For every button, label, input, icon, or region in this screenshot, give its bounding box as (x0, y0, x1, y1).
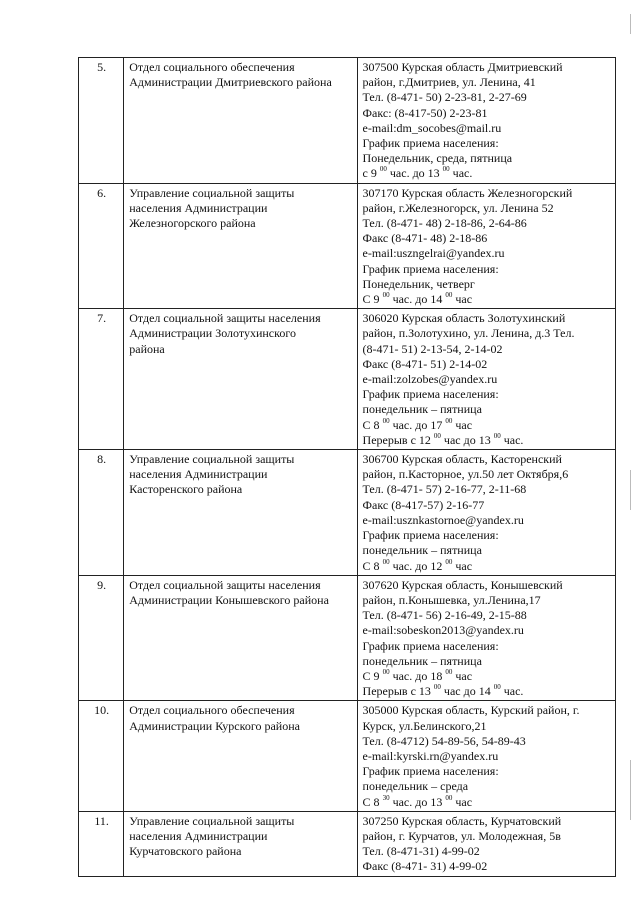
contact-line (363, 246, 611, 261)
contact-text: район, п.Касторное, ул.50 лет Октября,6 (362, 467, 569, 482)
contact-line (363, 342, 611, 357)
row-number: 5. (79, 58, 124, 184)
organization-name-line: Курчатовского района (129, 844, 242, 859)
contact-text: Понедельник, четверг (362, 276, 475, 291)
contact-text: час до 14 (440, 684, 494, 699)
table-row (79, 450, 616, 576)
contact-text: Тел. (8-471- 48) 2-18-86, 2-64-86 (362, 216, 527, 231)
contact-text: График приема населения: (362, 387, 499, 402)
organization-name-line: населения Администрации (129, 467, 268, 482)
contact-line (363, 844, 611, 859)
organization-name-line: Управление социальной защиты (129, 452, 295, 467)
contact-text: e-mail:uszngelrai@yandex.ru (362, 246, 505, 261)
social-protection-offices-table (78, 57, 616, 877)
time-minutes: 00 (379, 165, 387, 174)
scan-edge-mark (630, 14, 631, 34)
organization-name-line: Касторенского района (129, 482, 243, 497)
contact-line (363, 513, 611, 528)
contact-text: район, п.Конышевка, ул.Ленина,17 (362, 592, 541, 607)
table-body (79, 58, 616, 877)
organization-name-line: Администрации Курского района (129, 718, 300, 733)
contact-line (363, 543, 611, 558)
contact-details (357, 701, 615, 811)
row-number: 7. (79, 309, 124, 450)
contact-text: Тел. (8-4712) 54-89-56, 54-89-43 (362, 733, 526, 748)
time-minutes: 00 (442, 165, 450, 174)
contact-text: Перерыв с 13 (362, 684, 434, 699)
contact-line (363, 482, 611, 497)
contact-text: Курск, ул.Белинского,21 (362, 718, 487, 733)
contact-text: Факс (8-471- 51) 2-14-02 (362, 356, 488, 371)
contact-line (363, 795, 611, 810)
contact-text: понедельник – пятница (362, 543, 482, 558)
contact-text: час. (500, 684, 524, 699)
contact-line (363, 623, 611, 638)
organization-name (124, 58, 357, 184)
organization-name (124, 701, 357, 811)
contact-details (357, 450, 615, 576)
contact-line (363, 136, 611, 151)
contact-line (363, 60, 611, 75)
contact-text: Факс: (8-417-50) 2-23-81 (362, 105, 488, 120)
contact-text: 306020 Курская область Золотухинский (362, 311, 566, 326)
contact-line (363, 277, 611, 292)
table-row (79, 575, 616, 701)
contact-text: Тел. (8-471-31) 4-99-02 (362, 844, 480, 859)
organization-name-line: населения Администрации (129, 828, 268, 843)
contact-line (363, 186, 611, 201)
contact-line (363, 201, 611, 216)
organization-name-line: района (129, 341, 165, 356)
time-minutes: 00 (445, 557, 453, 566)
contact-details (357, 183, 615, 309)
contact-text: час (452, 292, 473, 307)
contact-line (363, 151, 611, 166)
contact-text: понедельник – среда (362, 779, 469, 794)
organization-name-line: Отдел социального обеспечения (129, 60, 295, 74)
contact-line (363, 262, 611, 277)
contact-text: час. до 17 (389, 417, 446, 432)
contact-line (363, 593, 611, 608)
contact-details (357, 575, 615, 701)
contact-text: час. (500, 432, 524, 447)
contact-line (363, 669, 611, 684)
organization-name (124, 309, 357, 450)
row-number: 10. (79, 701, 124, 811)
contact-line (363, 829, 611, 844)
contact-text: Факс (8-471- 48) 2-18-86 (362, 231, 488, 246)
contact-text: час. до 18 (389, 668, 446, 683)
organization-name-line: Отдел социальной защиты населения (129, 577, 321, 592)
table-row (79, 309, 616, 450)
time-minutes: 30 (382, 793, 390, 802)
contact-text: час. до 13 (386, 166, 443, 181)
contact-text: С 9 (362, 668, 383, 683)
contact-text: С 9 (362, 292, 383, 307)
contact-text: час. до 12 (389, 558, 446, 573)
organization-name-line: Администрации Дмитриевского района (129, 75, 332, 90)
contact-line (363, 764, 611, 779)
time-minutes: 00 (382, 557, 390, 566)
contact-line (363, 326, 611, 341)
contact-text: 306700 Курская область, Касторенский (362, 452, 562, 467)
contact-text: час. до 13 (389, 794, 446, 809)
contact-details (357, 58, 615, 184)
contact-text: (8-471- 51) 2-13-54, 2-14-02 (362, 341, 503, 356)
organization-name-line: населения Администрации (129, 200, 268, 215)
table-row (79, 811, 616, 876)
contact-text: 307250 Курская область, Курчатовский (362, 813, 562, 828)
contact-line (363, 387, 611, 402)
contact-text: район, г. Курчатов, ул. Молодежная, 5в (362, 828, 561, 843)
table-row (79, 58, 616, 184)
scan-edge-mark (630, 760, 631, 820)
contact-text: График приема населения: (362, 638, 499, 653)
contact-line (363, 452, 611, 467)
contact-text: График приема населения: (362, 261, 499, 276)
contact-text: Тел. (8-471- 57) 2-16-77, 2-11-68 (362, 482, 527, 497)
contact-line (363, 467, 611, 482)
contact-line (363, 684, 611, 699)
organization-name-line: Железногорского района (129, 216, 256, 231)
contact-line (363, 357, 611, 372)
table-row (79, 183, 616, 309)
contact-text: Факс (8-417-57) 2-16-77 (362, 497, 485, 512)
contact-text: Тел. (8-471- 56) 2-16-49, 2-15-88 (362, 608, 527, 623)
contact-text: e-mail:usznkastornoe@yandex.ru (362, 512, 524, 527)
contact-text: район, п.Золотухино, ул. Ленина, д.3 Тел. (362, 326, 575, 341)
contact-text: Перерыв с 12 (362, 432, 434, 447)
contact-text: понедельник – пятница (362, 402, 482, 417)
time-minutes: 00 (445, 667, 453, 676)
contact-line (363, 75, 611, 90)
contact-text: 307500 Курская область Дмитриевский (362, 60, 563, 74)
organization-name (124, 183, 357, 309)
contact-line (363, 498, 611, 513)
contact-line (363, 779, 611, 794)
organization-name-line: Отдел социального обеспечения (129, 703, 295, 718)
contact-text: График приема населения: (362, 136, 499, 151)
contact-line (363, 559, 611, 574)
contact-text: с 9 (362, 166, 380, 181)
contact-line (363, 578, 611, 593)
contact-text: e-mail:kyrski.rn@yandex.ru (362, 748, 499, 763)
time-minutes: 00 (382, 416, 390, 425)
row-number: 6. (79, 183, 124, 309)
contact-text: понедельник – пятница (362, 653, 482, 668)
contact-text: час до 13 (440, 432, 494, 447)
contact-line (363, 121, 611, 136)
contact-text: час (452, 417, 473, 432)
row-number: 8. (79, 450, 124, 576)
contact-text: час. (449, 166, 473, 181)
organization-name-line: Администрации Золотухинского (129, 326, 296, 341)
organization-name-line: Управление социальной защиты (129, 813, 295, 828)
organization-name-line: Управление социальной защиты (129, 185, 295, 200)
contact-line (363, 311, 611, 326)
time-minutes: 00 (493, 683, 501, 692)
time-minutes: 00 (433, 683, 441, 692)
contact-text: район, г.Железногорск, ул. Ленина 52 (362, 200, 554, 215)
time-minutes: 00 (382, 667, 390, 676)
contact-text: График приема населения: (362, 528, 499, 543)
contact-line (363, 106, 611, 121)
contact-line (363, 734, 611, 749)
time-minutes: 00 (445, 291, 453, 300)
contact-line (363, 231, 611, 246)
contact-line (363, 608, 611, 623)
contact-text: 307620 Курская область, Конышевский (362, 577, 563, 592)
contact-text: e-mail:zolzobes@yandex.ru (362, 372, 498, 387)
organization-name (124, 450, 357, 576)
contact-line (363, 292, 611, 307)
organization-name-line: Отдел социальной защиты населения (129, 311, 321, 326)
organization-name (124, 811, 357, 876)
contact-line (363, 639, 611, 654)
contact-line (363, 749, 611, 764)
contact-line (363, 372, 611, 387)
contact-line (363, 719, 611, 734)
contact-text: С 8 (362, 417, 383, 432)
contact-line (363, 90, 611, 105)
contact-details (357, 309, 615, 450)
time-minutes: 00 (433, 431, 441, 440)
contact-line (363, 216, 611, 231)
contact-text: График приема населения: (362, 764, 499, 779)
scan-edge-mark (630, 470, 631, 510)
contact-line (363, 402, 611, 417)
organization-name-line: Администрации Конышевского района (129, 592, 329, 607)
contact-text: С 8 (362, 794, 383, 809)
contact-text: Тел. (8-471- 50) 2-23-81, 2-27-69 (362, 90, 527, 105)
contact-line (363, 703, 611, 718)
contact-line (363, 166, 611, 181)
contact-text: Понедельник, среда, пятница (362, 151, 513, 166)
time-minutes: 00 (382, 291, 390, 300)
organization-name (124, 575, 357, 701)
time-minutes: 00 (493, 431, 501, 440)
contact-text: час (452, 558, 473, 573)
contact-line (363, 433, 611, 448)
contact-line (363, 859, 611, 874)
contact-text: 307170 Курская область Железногорский (362, 185, 573, 200)
row-number: 11. (79, 811, 124, 876)
contact-details (357, 811, 615, 876)
time-minutes: 00 (445, 793, 453, 802)
contact-text: час (452, 794, 473, 809)
contact-text: район, г.Дмитриев, ул. Ленина, 41 (362, 75, 536, 90)
contact-line (363, 418, 611, 433)
contact-text: 305000 Курская область, Курский район, г. (362, 703, 580, 718)
contact-line (363, 814, 611, 829)
contact-text: e-mail:dm_socobes@mail.ru (362, 120, 502, 135)
contact-line (363, 654, 611, 669)
row-number: 9. (79, 575, 124, 701)
contact-line (363, 528, 611, 543)
contact-text: С 8 (362, 558, 383, 573)
table-row (79, 701, 616, 811)
contact-text: e-mail:sobeskon2013@yandex.ru (362, 623, 524, 638)
time-minutes: 00 (445, 416, 453, 425)
contact-text: час (452, 668, 473, 683)
contact-text: Факс (8-471- 31) 4-99-02 (362, 859, 488, 874)
contact-text: час. до 14 (389, 292, 446, 307)
